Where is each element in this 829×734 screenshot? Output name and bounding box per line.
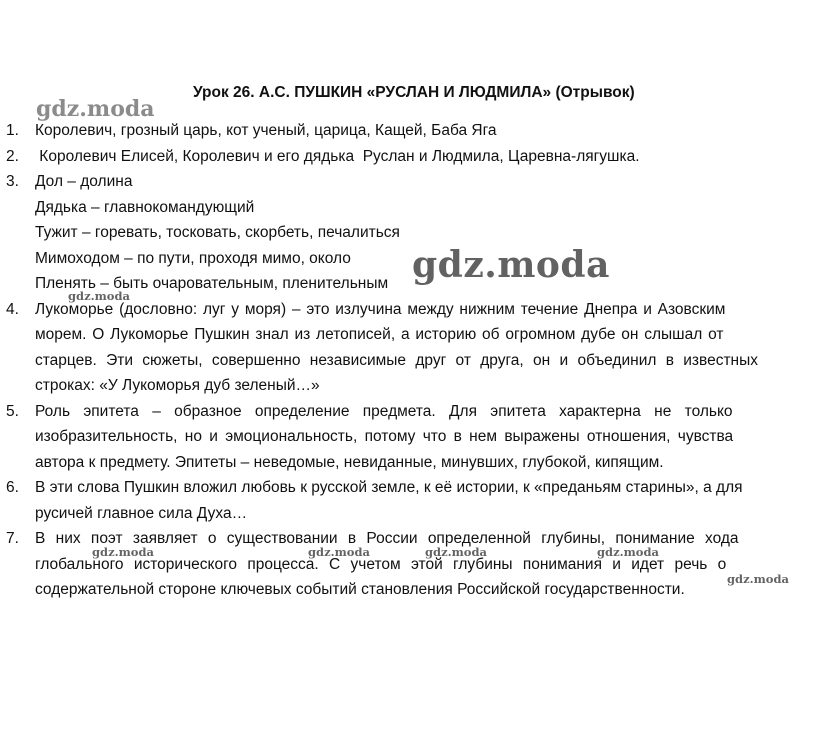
item-text: [35, 118, 807, 144]
watermark-logo: gdz.moda: [92, 545, 154, 559]
item-number: 7.: [6, 530, 19, 547]
text-line: содержательной стороне ключевых событий становления Российской государственности.: [35, 581, 685, 598]
text-line: русичей главное сила Духа…: [35, 504, 248, 522]
text-line: изобразительность, но и эмоциональность, потому что в нем выражены отношения, чувства: [35, 428, 734, 445]
watermark-logo: gdz.moda: [727, 572, 789, 586]
watermark-logo: gdz.moda: [597, 545, 659, 559]
list-item-6: [0, 475, 829, 526]
item-number: 3.: [6, 173, 19, 190]
text-line: Королевич Елисей, Королевич и его дядька Руслан и Людмила, Царевна-лягушка.: [35, 147, 640, 165]
text-line: Роль эпитета – образное определение предмета. Для эпитета характерна не только: [35, 402, 733, 420]
watermark-logo: gdz.moda: [308, 545, 370, 559]
list-item-3: [0, 169, 829, 297]
list-item-5: [0, 399, 829, 476]
watermark-logo: gdz.moda: [412, 244, 610, 286]
item-number: 2.: [6, 147, 19, 165]
item-text: [35, 399, 807, 476]
list-item-1: [0, 118, 829, 144]
text-line: Лукоморье (дословно: луг у моря) – это излучина между нижним течение Днепра и Азовским: [35, 300, 726, 318]
item-number: 1.: [6, 122, 19, 139]
text-line: В них поэт заявляет о существовании в России определенной глубины, понимание хода: [35, 530, 739, 547]
item-text: [35, 144, 807, 170]
item-number: 6.: [6, 479, 19, 496]
item-text: [35, 169, 807, 297]
watermark-logo: gdz.moda: [68, 289, 130, 303]
text-line: строках: «У Лукоморья дуб зеленый…»: [35, 377, 320, 394]
item-number: 4.: [6, 300, 19, 318]
list-item-4: [0, 297, 829, 399]
text-line: морем. О Лукоморье Пушкин знал из летописей, а историю об огромном дубе он слышал от: [35, 326, 724, 343]
text-line: Пленять – быть очаровательным, пленительным: [35, 275, 389, 292]
list-item-7: [0, 526, 829, 603]
answer-list: [0, 118, 829, 603]
text-line: Королевич, грозный царь, кот ученый, царица, Кащей, Баба Яга: [35, 122, 497, 139]
item-text: [35, 526, 807, 603]
text-line: глобального исторического процесса. С учетом этой глубины понимания и идет речь о: [35, 555, 727, 573]
text-line: Дол – долина: [35, 173, 133, 190]
watermark-logo: gdz.moda: [425, 545, 487, 559]
text-line: Дядька – главнокомандующий: [35, 198, 255, 216]
item-number: 5.: [6, 402, 19, 420]
text-line: старцев. Эти сюжеты, совершенно независимые друг от друга, он и объединил в известных: [35, 351, 758, 369]
text-line: Мимоходом – по пути, проходя мимо, около: [35, 249, 351, 267]
text-line: Тужит – горевать, тосковать, скорбеть, печалиться: [35, 224, 400, 241]
item-text: [35, 297, 807, 399]
text-line: автора к предмету. Эпитеты – неведомые, невиданные, минувших, глубокой, кипящим.: [35, 453, 664, 471]
page-title: Урок 26. А.С. ПУШКИН «РУСЛАН И ЛЮДМИЛА» (Отрывок): [193, 84, 635, 101]
list-item-2: [0, 144, 829, 170]
watermark-logo: gdz.moda: [36, 96, 155, 122]
text-line: В эти слова Пушкин вложил любовь к русской земле, к её истории, к «преданьям старины», а для: [35, 479, 743, 496]
item-text: [35, 475, 807, 526]
